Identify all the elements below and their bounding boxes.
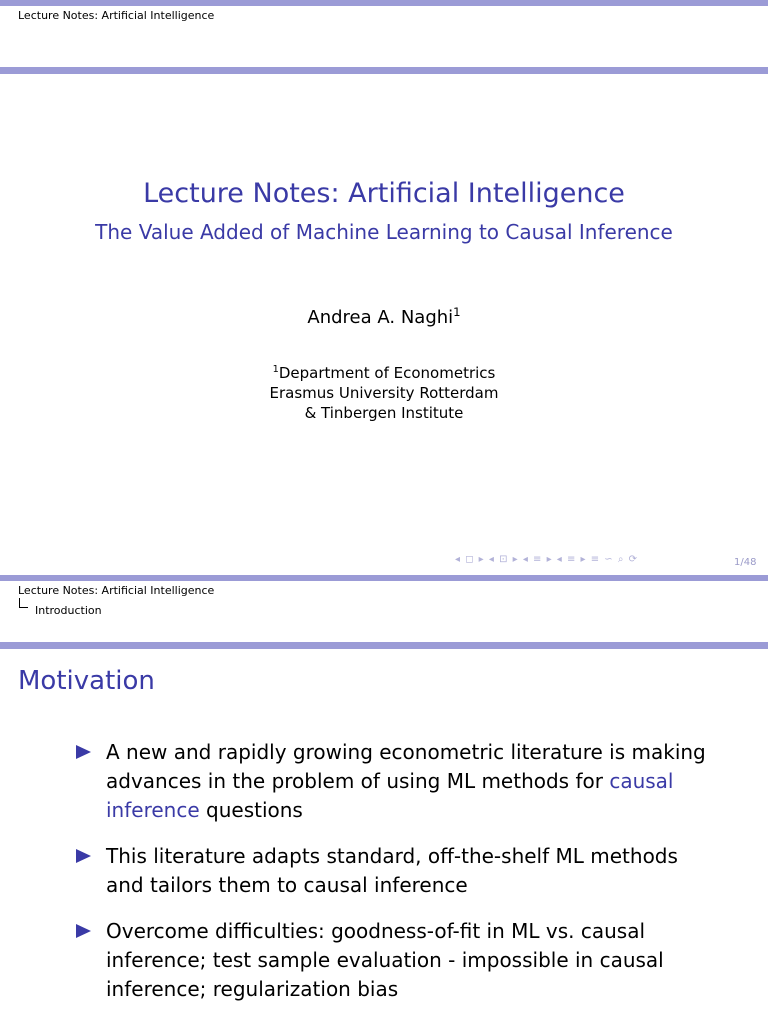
top-bar — [0, 0, 768, 6]
affiliation-line-3: & Tinbergen Institute — [304, 404, 464, 422]
triangle-bullet-icon — [76, 745, 91, 759]
triangle-bullet-icon — [76, 924, 91, 938]
bullet-item: This literature adapts standard, off-the-shelf ML methods and tailors them to causal inference — [76, 842, 716, 900]
bullet-item: Overcome difficulties: goodness-of-fit in ML vs. causal inference; test sample evaluation - impossible in causal inference; regularization bias — [76, 917, 716, 1004]
slide2-header-bar — [0, 642, 768, 649]
bullet-list — [76, 738, 716, 1021]
affiliation-line-1: $^1$Department of Econometrics — [272, 364, 496, 382]
page-number: 1/48 — [734, 557, 757, 568]
bullet-item: A new and rapidly growing econometric literature is making advances in the problem of using ML methods for causal inference questions — [76, 738, 716, 825]
author-name: Andrea A. Naghi$^1$ — [307, 305, 461, 328]
section-hook-icon — [19, 598, 28, 608]
slide-title: Lecture Notes: Artificial Intelligence — [143, 178, 625, 209]
header-bar — [0, 67, 768, 74]
beamer-nav-icons[interactable]: ◂ ◻ ▸ ◂ ⊡ ▸ ◂ ≡ ▸ ◂ ≡ ▸ ≡ ∽ ⌕ ⟳ — [455, 554, 639, 565]
slide-subtitle: The Value Added of Machine Learning to Causal Inference — [95, 220, 673, 244]
slide-divider-bar — [0, 575, 768, 581]
frame-title: Motivation — [18, 666, 155, 696]
triangle-bullet-icon — [76, 849, 91, 863]
section-label: Introduction — [35, 604, 102, 617]
slide2-header: Lecture Notes: Artificial Intelligence — [18, 584, 215, 597]
slide1-header: Lecture Notes: Artificial Intelligence — [18, 9, 215, 22]
affiliation-line-2: Erasmus University Rotterdam — [269, 384, 499, 402]
causal-inference-link: causal inference — [106, 769, 674, 822]
